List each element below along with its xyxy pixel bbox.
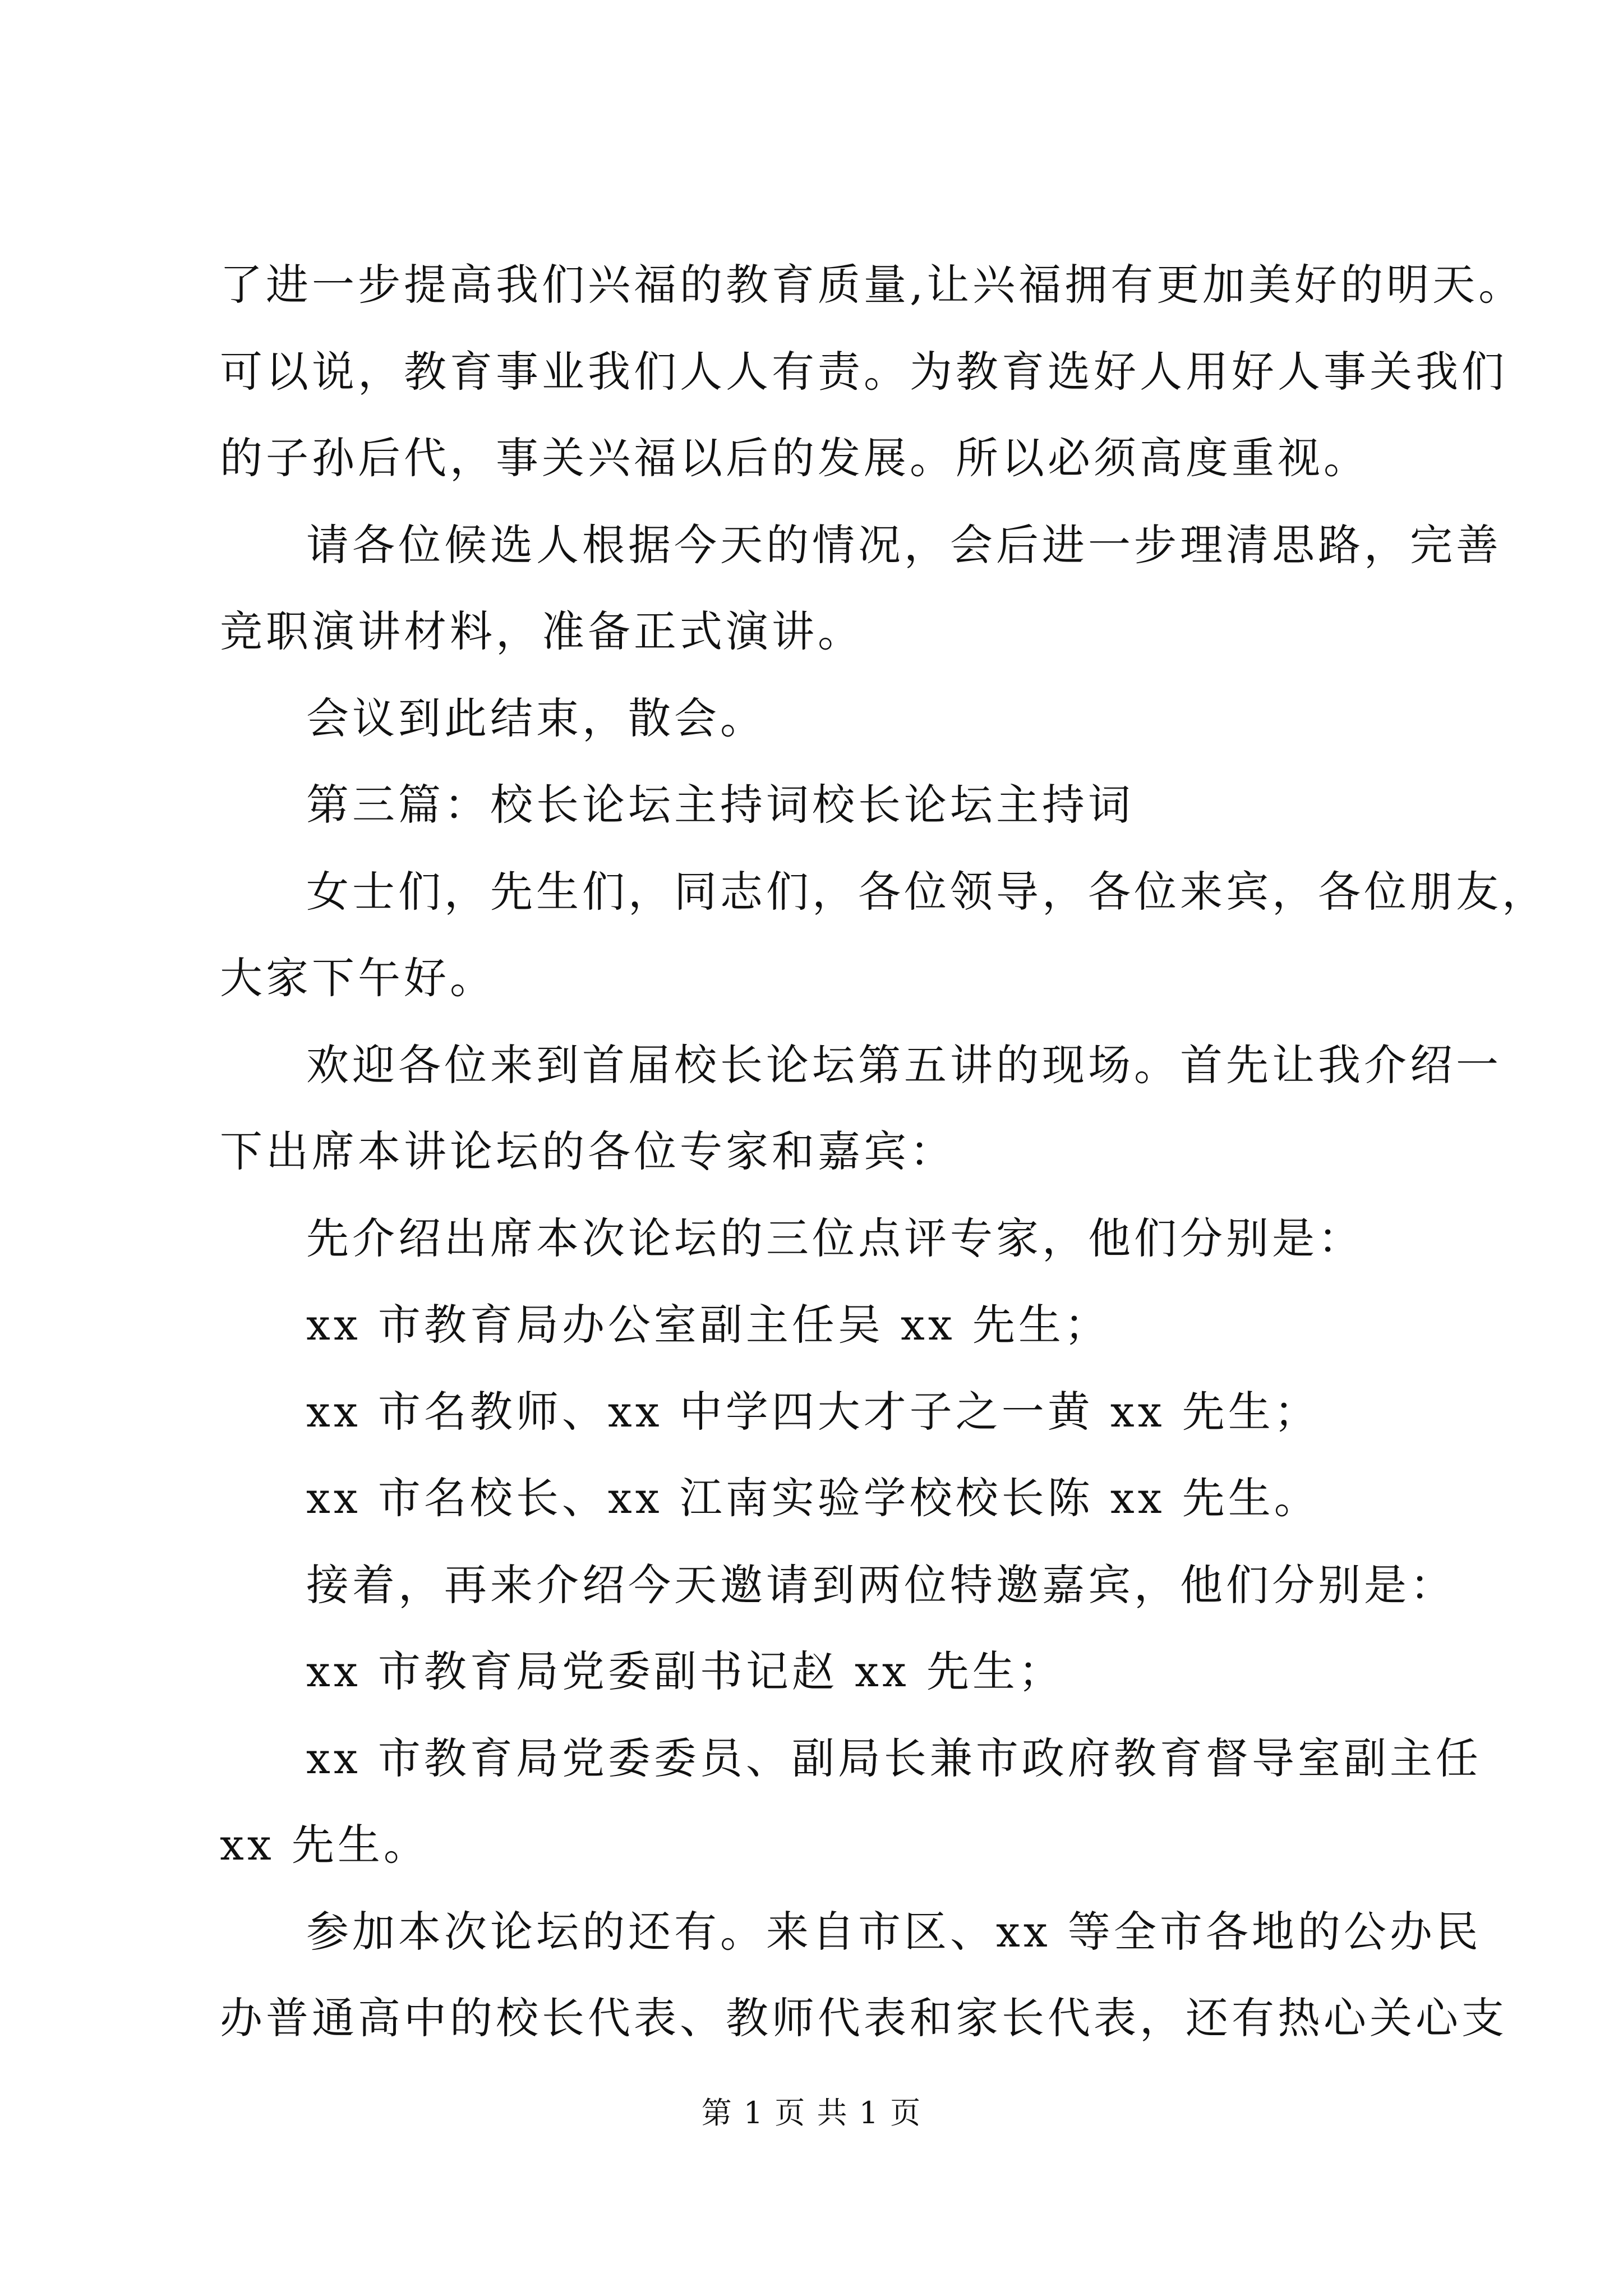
text-line-20: 参加本次论坛的还有。来自市区、xx 等全市各地的公办民: [306, 1907, 1482, 1957]
text-line-4: 请各位候选人根据今天的情况，会后进一步理清思路，完善: [306, 520, 1502, 570]
text-line-16: 接着，再来介绍今天邀请到两位特邀嘉宾，他们分别是：: [306, 1560, 1456, 1610]
text-line-18: xx 市教育局党委委员、副局长兼市政府教育督导室副主任: [306, 1733, 1482, 1783]
text-line-2: 可以说，教育事业我们人人有责。为教育选好人用好人事关我们: [220, 347, 1507, 397]
section-heading: 第三篇：校长论坛主持词校长论坛主持词: [306, 780, 1134, 830]
text-line-17: xx 市教育局党委副书记赵 xx 先生；: [306, 1646, 1064, 1696]
text-line-15: xx 市名校长、xx 江南实验学校校长陈 xx 先生。: [306, 1473, 1320, 1523]
text-line-21: 办普通高中的校长代表、教师代表和家长代表，还有热心关心支: [220, 1993, 1507, 2043]
text-line-3: 的子孙后代，事关兴福以后的发展。所以必须高度重视。: [220, 433, 1370, 483]
text-line-12: 先介绍出席本次论坛的三位点评专家，他们分别是：: [306, 1213, 1364, 1263]
text-line-9: 大家下午好。: [220, 953, 496, 1003]
page-number-footer: 第 1 页 共 1 页: [701, 2095, 922, 2131]
text-line-1: 了进一步提高我们兴福的教育质量,让兴福拥有更加美好的明天。: [220, 260, 1525, 310]
text-line-6: 会议到此结束，散会。: [306, 693, 766, 743]
text-line-5: 竞职演讲材料，准备正式演讲。: [220, 606, 864, 656]
text-line-11: 下出席本讲论坛的各位专家和嘉宾：: [220, 1126, 956, 1176]
text-line-13: xx 市教育局办公室副主任吴 xx 先生；: [306, 1300, 1110, 1350]
text-line-14: xx 市名教师、xx 中学四大才子之一黄 xx 先生；: [306, 1387, 1320, 1437]
text-line-8: 女士们，先生们，同志们，各位领导，各位来宾，各位朋友，: [306, 867, 1548, 917]
text-line-10: 欢迎各位来到首届校长论坛第五讲的现场。首先让我介绍一: [306, 1040, 1502, 1090]
text-line-19: xx 先生。: [220, 1820, 430, 1870]
